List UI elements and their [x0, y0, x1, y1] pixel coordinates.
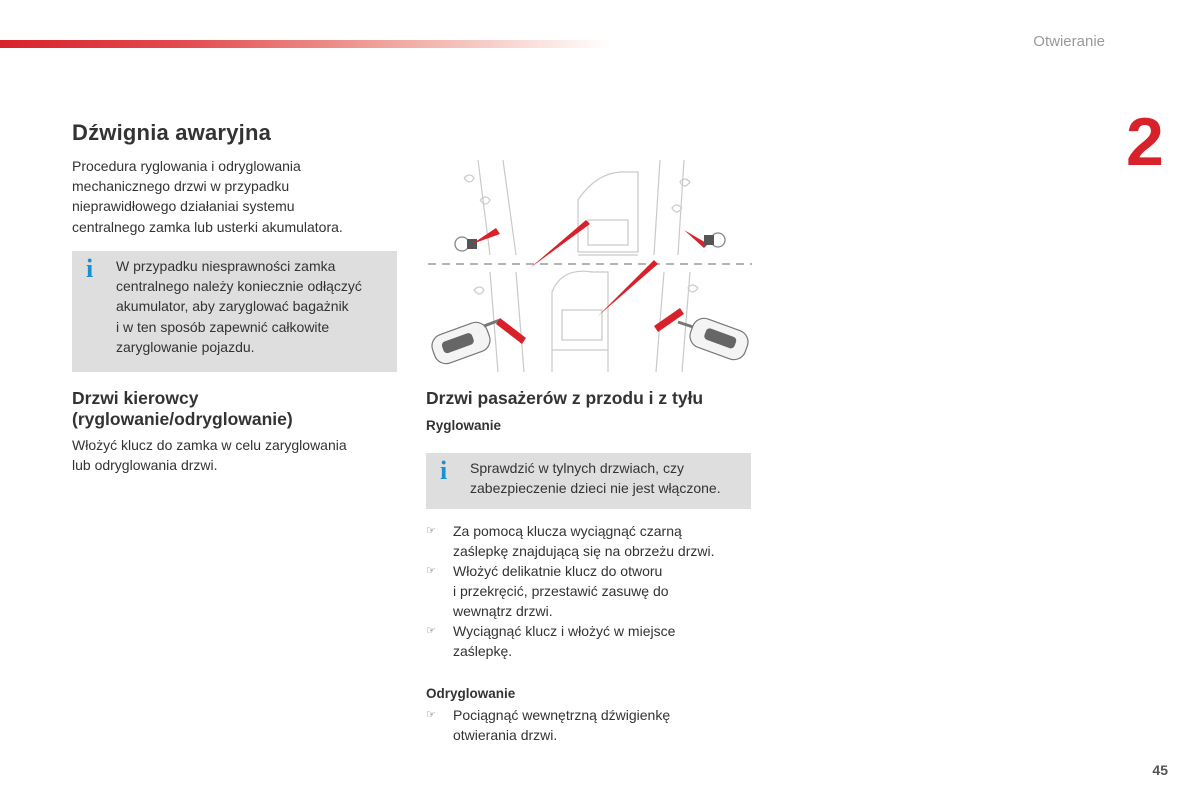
info-icon: i: [86, 254, 94, 283]
note-line: zaryglowanie pojazdu.: [116, 338, 255, 355]
note-line: W przypadku niesprawności zamka: [116, 258, 336, 274]
header-accent-bar: [0, 40, 610, 48]
info-note-text: [116, 256, 396, 357]
pointer-line: [598, 260, 658, 316]
car-rear-top: [578, 172, 638, 255]
note-line: centralnego należy koniecznie odłączyć: [116, 278, 362, 295]
intro-line: mechanicznego drzwi w przypadku: [72, 178, 290, 195]
note-line: zabezpieczenie dzieci nie jest włączone.: [470, 480, 721, 497]
arrow-icon: [654, 308, 684, 332]
note-line: i w ten sposób zapewnić całkowite: [116, 318, 330, 335]
step-line: wewnątrz drzwi.: [453, 603, 553, 620]
heading-line: (ryglowanie/odryglowanie): [72, 409, 293, 429]
step-text: [453, 705, 670, 745]
locking-step: [426, 521, 756, 561]
arrow-icon: [496, 318, 526, 344]
step-text: [453, 561, 669, 622]
locking-subheading: Ryglowanie: [426, 418, 502, 433]
step-line: zaślepkę.: [453, 643, 513, 660]
intro-line: nieprawidłowego działaniai systemu: [72, 198, 295, 215]
text-line: Włożyć klucz do zamka w celu zaryglowania: [72, 437, 347, 453]
locking-step: [426, 561, 756, 621]
intro-line: centralnego zamka lub usterki akumulatora.: [72, 218, 343, 235]
unlocking-step: [426, 705, 756, 745]
door-panel-right-top: [654, 160, 690, 255]
lock-cylinder-icon: [704, 233, 725, 247]
driver-door-text: [72, 435, 402, 475]
key-fob-icon: [429, 319, 500, 367]
arrow-icon: [472, 228, 500, 244]
pointing-hand-bullet-icon: ☞: [426, 525, 436, 537]
step-line: Za pomocą klucza wyciągnąć czarną: [453, 523, 682, 539]
step-line: otwierania drzwi.: [453, 727, 558, 744]
pointing-hand-bullet-icon: ☞: [426, 709, 436, 721]
car-rear-bottom: [552, 271, 608, 372]
step-text: [453, 521, 714, 561]
unlocking-subheading: Odryglowanie: [426, 686, 516, 701]
chapter-number: 2: [1126, 104, 1164, 180]
intro-paragraph: [72, 156, 402, 237]
pointing-hand-bullet-icon: ☞: [426, 625, 436, 637]
door-lock-illustration: [428, 160, 752, 372]
section-label: Otwieranie: [1033, 33, 1105, 50]
key-fob-icon: [678, 315, 751, 363]
intro-line: Procedura ryglowania i odryglowania: [72, 158, 301, 174]
info-note-battery: [72, 251, 397, 372]
info-note-text: [470, 458, 750, 498]
lock-cylinder-icon: [455, 237, 477, 251]
text-line: lub odryglowania drzwi.: [72, 457, 218, 474]
note-line: akumulator, aby zaryglować bagażnik: [116, 298, 349, 315]
step-text: [453, 621, 675, 661]
info-icon: i: [440, 456, 448, 485]
passenger-doors-heading: Drzwi pasażerów z przodu i z tyłu: [426, 388, 704, 408]
step-line: i przekręcić, przestawić zasuwę do: [453, 583, 669, 600]
step-line: zaślepkę znajdującą się na obrzeżu drzwi.: [453, 543, 715, 560]
page-title: Dźwignia awaryjna: [72, 120, 272, 145]
pointing-hand-bullet-icon: ☞: [426, 565, 436, 577]
note-line: Sprawdzić w tylnych drzwiach, czy: [470, 460, 684, 476]
step-line: Pociągnąć wewnętrzną dźwigienkę: [453, 707, 671, 723]
heading-line: Drzwi kierowcy: [72, 388, 199, 408]
driver-door-heading: [72, 388, 402, 430]
info-note-child-lock: [426, 453, 751, 509]
page-number: 45: [1152, 762, 1168, 778]
step-line: Włożyć delikatnie klucz do otworu: [453, 563, 663, 579]
step-line: Wyciągnąć klucz i włożyć w miejsce: [453, 623, 676, 639]
pointer-line: [530, 220, 590, 268]
locking-step: [426, 621, 756, 661]
